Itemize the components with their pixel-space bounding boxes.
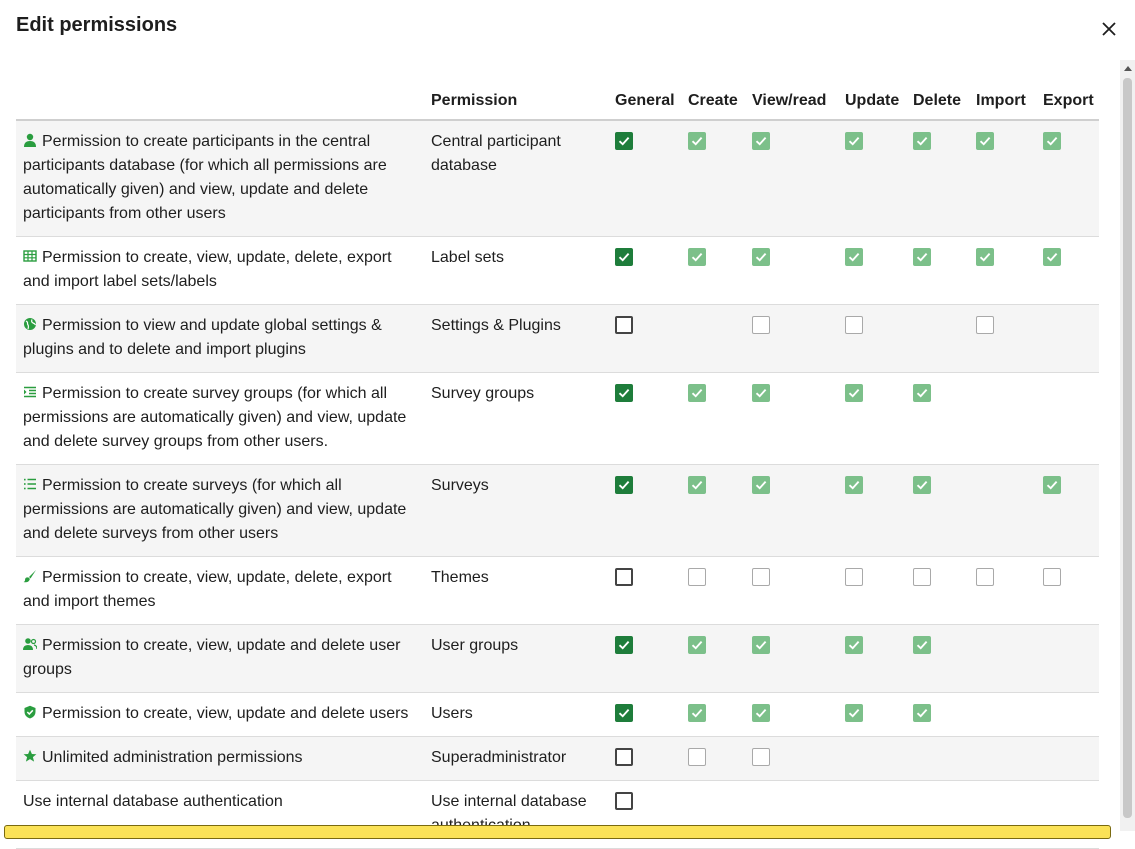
import-checkbox[interactable]	[976, 568, 994, 586]
indent-list-icon	[23, 385, 39, 399]
update-checkbox[interactable]	[845, 248, 863, 266]
export-cell	[1036, 120, 1099, 237]
read-checkbox[interactable]	[752, 636, 770, 654]
import-cell	[969, 465, 1036, 557]
user-icon	[23, 133, 39, 147]
import-cell	[969, 625, 1036, 693]
header-import: Import	[969, 84, 1036, 120]
delete-cell	[906, 737, 969, 781]
row-permission: Central participant database	[424, 120, 608, 237]
create-cell	[681, 737, 745, 781]
row-permission: Label sets	[424, 237, 608, 305]
row-description: Permission to create surveys (for which all permissions are automatically given) and view, update and delete surveys from other users	[23, 477, 407, 542]
read-checkbox[interactable]	[752, 476, 770, 494]
create-checkbox[interactable]	[688, 476, 706, 494]
table-row	[16, 373, 1099, 465]
create-cell	[681, 557, 745, 625]
read-cell	[745, 557, 838, 625]
general-cell	[608, 373, 681, 465]
update-cell	[838, 120, 906, 237]
row-description-cell	[16, 373, 424, 465]
table-header-row	[16, 84, 1099, 120]
export-checkbox[interactable]	[1043, 248, 1061, 266]
read-cell	[745, 465, 838, 557]
row-description: Unlimited administration permissions	[42, 749, 303, 766]
header-general: General	[608, 84, 681, 120]
row-permission: Survey groups	[424, 373, 608, 465]
read-cell	[745, 120, 838, 237]
general-checkbox[interactable]	[615, 248, 633, 266]
create-cell	[681, 693, 745, 737]
delete-cell	[906, 120, 969, 237]
delete-checkbox[interactable]	[913, 476, 931, 494]
update-cell	[838, 237, 906, 305]
export-checkbox[interactable]	[1043, 476, 1061, 494]
import-cell	[969, 120, 1036, 237]
close-icon	[1102, 22, 1116, 36]
read-cell	[745, 625, 838, 693]
general-cell	[608, 557, 681, 625]
row-description: Permission to create, view, update and delete user groups	[23, 637, 401, 678]
delete-cell	[906, 465, 969, 557]
delete-cell	[906, 557, 969, 625]
export-checkbox[interactable]	[1043, 568, 1061, 586]
read-checkbox[interactable]	[752, 248, 770, 266]
table-row	[16, 737, 1099, 781]
general-cell	[608, 693, 681, 737]
general-checkbox[interactable]	[615, 132, 633, 150]
general-cell	[608, 237, 681, 305]
update-checkbox[interactable]	[845, 384, 863, 402]
general-checkbox[interactable]	[615, 636, 633, 654]
delete-cell	[906, 237, 969, 305]
general-checkbox[interactable]	[615, 792, 633, 810]
import-checkbox[interactable]	[976, 248, 994, 266]
table-icon	[23, 249, 39, 263]
list-icon	[23, 477, 39, 491]
row-description-cell	[16, 237, 424, 305]
update-cell	[838, 625, 906, 693]
import-cell	[969, 557, 1036, 625]
create-checkbox[interactable]	[688, 248, 706, 266]
export-cell	[1036, 557, 1099, 625]
delete-cell	[906, 625, 969, 693]
table-row	[16, 557, 1099, 625]
row-description-cell	[16, 737, 424, 781]
row-permission: Superadministrator	[424, 737, 608, 781]
create-cell	[681, 625, 745, 693]
delete-checkbox[interactable]	[913, 248, 931, 266]
create-cell	[681, 237, 745, 305]
export-checkbox[interactable]	[1043, 132, 1061, 150]
update-cell	[838, 557, 906, 625]
update-cell	[838, 305, 906, 373]
header-description	[16, 84, 424, 120]
read-checkbox[interactable]	[752, 748, 770, 766]
permissions-table-wrapper	[16, 84, 1099, 849]
create-checkbox[interactable]	[688, 636, 706, 654]
permissions-table	[16, 84, 1099, 849]
row-description-cell	[16, 120, 424, 237]
header-create: Create	[681, 84, 745, 120]
delete-checkbox[interactable]	[913, 568, 931, 586]
update-checkbox[interactable]	[845, 568, 863, 586]
delete-checkbox[interactable]	[913, 384, 931, 402]
export-cell	[1036, 693, 1099, 737]
warning-banner	[4, 825, 1111, 839]
read-checkbox[interactable]	[752, 132, 770, 150]
row-description: Permission to create participants in the central participants database (for which all permissions are automatically given) and view, update and delete participants from other users	[23, 133, 387, 222]
row-description: Permission to create survey groups (for which all permissions are automatically given) and view, update and delete survey groups from other users.	[23, 385, 407, 450]
shield-icon	[23, 705, 39, 719]
table-row	[16, 237, 1099, 305]
modal-title: Edit permissions	[16, 14, 178, 36]
update-checkbox[interactable]	[845, 132, 863, 150]
scroll-thumb[interactable]	[1123, 78, 1132, 818]
update-checkbox[interactable]	[845, 476, 863, 494]
read-cell	[745, 373, 838, 465]
general-checkbox[interactable]	[615, 704, 633, 722]
import-checkbox[interactable]	[976, 316, 994, 334]
row-description-cell	[16, 305, 424, 373]
update-cell	[838, 737, 906, 781]
general-checkbox[interactable]	[615, 476, 633, 494]
header-delete: Delete	[906, 84, 969, 120]
update-cell	[838, 465, 906, 557]
user-group-icon	[23, 637, 39, 651]
import-cell	[969, 737, 1036, 781]
read-cell	[745, 237, 838, 305]
delete-checkbox[interactable]	[913, 636, 931, 654]
create-cell	[681, 465, 745, 557]
export-cell	[1036, 465, 1099, 557]
create-cell	[681, 120, 745, 237]
delete-cell	[906, 373, 969, 465]
star-icon	[23, 749, 39, 763]
general-checkbox[interactable]	[615, 316, 633, 334]
update-checkbox[interactable]	[845, 636, 863, 654]
row-description: Use internal database authentication	[23, 793, 283, 810]
scrollbar[interactable]	[1120, 60, 1135, 831]
create-cell	[681, 373, 745, 465]
import-cell	[969, 305, 1036, 373]
table-row	[16, 465, 1099, 557]
read-cell	[745, 693, 838, 737]
brush-icon	[23, 569, 39, 583]
general-cell	[608, 120, 681, 237]
row-description-cell	[16, 693, 424, 737]
create-checkbox[interactable]	[688, 568, 706, 586]
export-cell	[1036, 737, 1099, 781]
table-row	[16, 625, 1099, 693]
row-description: Permission to create, view, update and delete users	[42, 705, 409, 722]
create-cell	[681, 305, 745, 373]
table-row	[16, 693, 1099, 737]
import-cell	[969, 237, 1036, 305]
row-description: Permission to view and update global settings & plugins and to delete and import plugins	[23, 317, 382, 358]
delete-cell	[906, 305, 969, 373]
create-checkbox[interactable]	[688, 748, 706, 766]
import-cell	[969, 693, 1036, 737]
update-checkbox[interactable]	[845, 704, 863, 722]
import-cell	[969, 373, 1036, 465]
general-cell	[608, 465, 681, 557]
globe-icon	[23, 317, 39, 331]
import-checkbox[interactable]	[976, 132, 994, 150]
row-description-cell	[16, 557, 424, 625]
update-cell	[838, 373, 906, 465]
export-cell	[1036, 625, 1099, 693]
read-cell	[745, 737, 838, 781]
header-read: View/read	[745, 84, 838, 120]
table-row	[16, 305, 1099, 373]
export-cell	[1036, 373, 1099, 465]
row-permission: Themes	[424, 557, 608, 625]
permissions-table-body	[16, 120, 1099, 849]
row-description-cell	[16, 465, 424, 557]
row-description: Permission to create, view, update, delete, export and import themes	[23, 569, 392, 610]
read-checkbox[interactable]	[752, 568, 770, 586]
row-description-cell	[16, 625, 424, 693]
header-update: Update	[838, 84, 906, 120]
table-row	[16, 120, 1099, 237]
read-checkbox[interactable]	[752, 384, 770, 402]
header-export: Export	[1036, 84, 1099, 120]
general-cell	[608, 305, 681, 373]
export-cell	[1036, 305, 1099, 373]
row-description: Permission to create, view, update, delete, export and import label sets/labels	[23, 249, 392, 290]
general-checkbox[interactable]	[615, 568, 633, 586]
header-permission: Permission	[424, 84, 608, 120]
update-checkbox[interactable]	[845, 316, 863, 334]
close-button[interactable]	[1096, 16, 1122, 42]
general-cell	[608, 625, 681, 693]
general-checkbox[interactable]	[615, 384, 633, 402]
create-checkbox[interactable]	[688, 132, 706, 150]
row-permission: Settings & Plugins	[424, 305, 608, 373]
create-checkbox[interactable]	[688, 384, 706, 402]
read-cell	[745, 305, 838, 373]
read-checkbox[interactable]	[752, 704, 770, 722]
delete-cell	[906, 693, 969, 737]
general-checkbox[interactable]	[615, 748, 633, 766]
update-cell	[838, 693, 906, 737]
export-cell	[1036, 237, 1099, 305]
row-permission: Use internal database	[424, 781, 608, 849]
row-permission: Surveys	[424, 465, 608, 557]
scroll-up-arrow-icon[interactable]	[1120, 60, 1135, 76]
row-permission: Users	[424, 693, 608, 737]
read-checkbox[interactable]	[752, 316, 770, 334]
row-permission: User groups	[424, 625, 608, 693]
delete-checkbox[interactable]	[913, 132, 931, 150]
create-checkbox[interactable]	[688, 704, 706, 722]
delete-checkbox[interactable]	[913, 704, 931, 722]
general-cell	[608, 737, 681, 781]
